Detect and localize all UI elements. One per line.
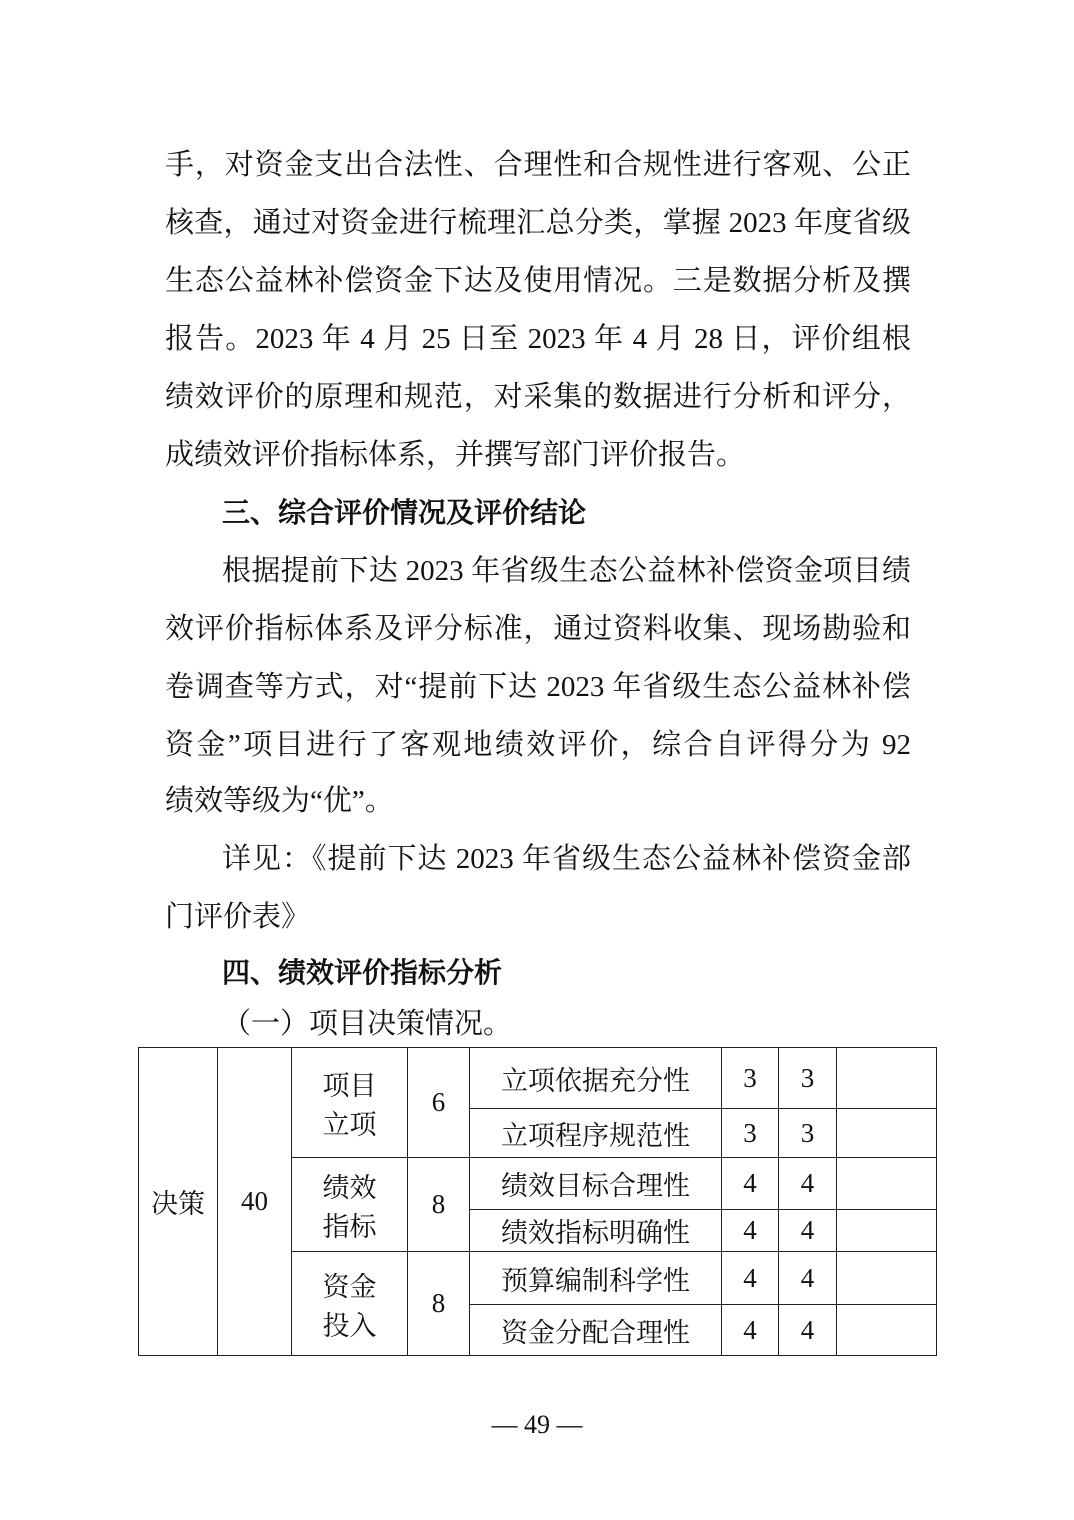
full-score-cell: 4 bbox=[722, 1305, 779, 1356]
category-cell: 决策 bbox=[139, 1048, 218, 1356]
paragraph-line: 核查，通过对资金进行梳理汇总分类，掌握 2023 年度省级 bbox=[165, 207, 911, 239]
table-row bbox=[139, 1048, 937, 1109]
page-number: — 49 — bbox=[491, 1410, 583, 1439]
full-score-cell: 3 bbox=[722, 1109, 779, 1158]
subsection-heading: （一）项目决策情况。 bbox=[222, 1008, 513, 1040]
item-cell: 绩效指标明确性 bbox=[470, 1210, 722, 1252]
paragraph-line: 绩效评价的原理和规范，对采集的数据进行分析和评分， bbox=[165, 381, 911, 413]
paragraph-line: 效评价指标体系及评分标准，通过资料收集、现场勘验和 bbox=[165, 613, 911, 645]
item-cell: 立项依据充分性 bbox=[470, 1048, 722, 1109]
paragraph-line: 生态公益林补偿资金下达及使用情况。三是数据分析及撰 bbox=[165, 265, 911, 297]
paragraph-line: 报告。2023 年 4 月 25 日至 2023 年 4 月 28 日，评价组根 bbox=[165, 323, 911, 355]
remark-cell bbox=[837, 1252, 937, 1305]
item-cell: 预算编制科学性 bbox=[470, 1252, 722, 1305]
full-score-cell: 4 bbox=[722, 1210, 779, 1252]
category-score-cell: 40 bbox=[218, 1048, 292, 1356]
paragraph-line: 卷调查等方式，对“提前下达 2023 年省级生态公益林补偿 bbox=[165, 671, 911, 703]
score-cell: 3 bbox=[779, 1048, 837, 1109]
group-score-cell: 8 bbox=[408, 1252, 470, 1356]
remark-cell bbox=[837, 1048, 937, 1109]
section-heading: 三、综合评价情况及评价结论 bbox=[222, 496, 587, 529]
remark-cell bbox=[837, 1158, 937, 1210]
score-cell: 4 bbox=[779, 1305, 837, 1356]
item-cell: 资金分配合理性 bbox=[470, 1305, 722, 1356]
full-score-cell: 3 bbox=[722, 1048, 779, 1109]
group-score-cell: 6 bbox=[408, 1048, 470, 1158]
score-cell: 4 bbox=[779, 1210, 837, 1252]
group-score-cell: 8 bbox=[408, 1158, 470, 1252]
score-cell: 3 bbox=[779, 1109, 837, 1158]
paragraph-line: 绩效等级为“优”。 bbox=[165, 785, 394, 817]
score-cell: 4 bbox=[779, 1252, 837, 1305]
item-cell: 绩效目标合理性 bbox=[470, 1158, 722, 1210]
full-score-cell: 4 bbox=[722, 1158, 779, 1210]
remark-cell bbox=[837, 1109, 937, 1158]
paragraph-line: 门评价表》 bbox=[165, 901, 311, 933]
section-heading: 四、绩效评价指标分析 bbox=[222, 956, 503, 989]
paragraph-line: 成绩效评价指标体系，并撰写部门评价报告。 bbox=[165, 439, 746, 471]
paragraph-line: 手，对资金支出合法性、合理性和合规性进行客观、公正 bbox=[165, 149, 911, 181]
item-cell: 立项程序规范性 bbox=[470, 1109, 722, 1158]
remark-cell bbox=[837, 1305, 937, 1356]
group-cell: 绩效 指标 bbox=[292, 1158, 408, 1252]
paragraph-line: 资金”项目进行了客观地绩效评价，综合自评得分为 92 bbox=[165, 729, 911, 761]
full-score-cell: 4 bbox=[722, 1252, 779, 1305]
group-cell: 项目 立项 bbox=[292, 1048, 408, 1158]
score-cell: 4 bbox=[779, 1158, 837, 1210]
paragraph-line: 详见：《提前下达 2023 年省级生态公益林补偿资金部 bbox=[222, 843, 911, 875]
remark-cell bbox=[837, 1210, 937, 1252]
paragraph-line: 根据提前下达 2023 年省级生态公益林补偿资金项目绩 bbox=[222, 555, 911, 587]
group-cell: 资金 投入 bbox=[292, 1252, 408, 1356]
evaluation-table bbox=[138, 1047, 937, 1356]
